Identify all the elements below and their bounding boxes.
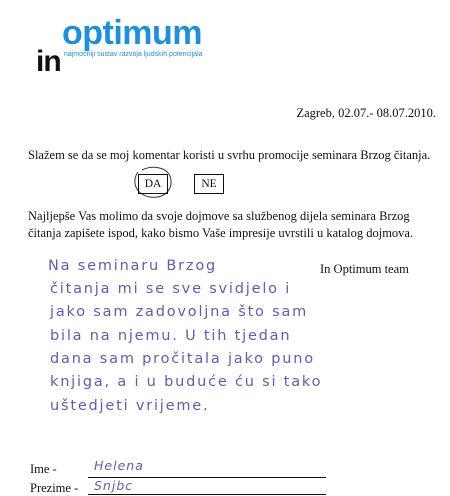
comment-line: knjiga, a i u buduće ću si tako <box>50 374 323 390</box>
request-paragraph: Najljepše Vas molimo da svoje dojmove sa službenog dijela seminara Brzog čitanja zapišete ispod, kako bismo Vaše impresije uvrstili u katalog dojmova. <box>28 209 414 240</box>
comment-line: uštedjeti vrijeme. <box>50 398 210 414</box>
choice-yes-box[interactable]: DA <box>138 174 168 194</box>
comment-line: jako sam zadovoljna što sam <box>50 304 309 320</box>
logo-tagline: najmoćniji sustav razvoja ljudskih potencijala <box>64 51 203 58</box>
comment-line: Na seminaru Brzog <box>48 258 218 274</box>
logo-prefix: in <box>36 45 61 78</box>
brand-logo <box>36 14 236 78</box>
comment-line: dana sam pročitala jako puno <box>50 351 315 367</box>
comment-line: čitanja mi se sve svidjelo i <box>50 281 292 297</box>
date-line: Zagreb, 02.07.- 08.07.2010. <box>296 106 436 120</box>
logo-wordmark: optimum <box>62 14 203 52</box>
team-signature: In Optimum team <box>320 262 409 276</box>
consent-statement: Slažem se da se moj komentar koristi u svrhu promocije seminara Brzog čitanja. <box>28 148 431 162</box>
first-name-label: Ime - <box>30 462 57 476</box>
last-name-label: Prezime - <box>30 481 79 495</box>
last-name-underline <box>88 494 326 495</box>
comment-line: bila na njemu. U tih tjedan <box>50 328 292 344</box>
first-name-value[interactable]: Helena <box>94 458 144 473</box>
last-name-value[interactable]: Snjbc <box>94 478 134 493</box>
choice-no-box[interactable]: NE <box>194 174 224 194</box>
